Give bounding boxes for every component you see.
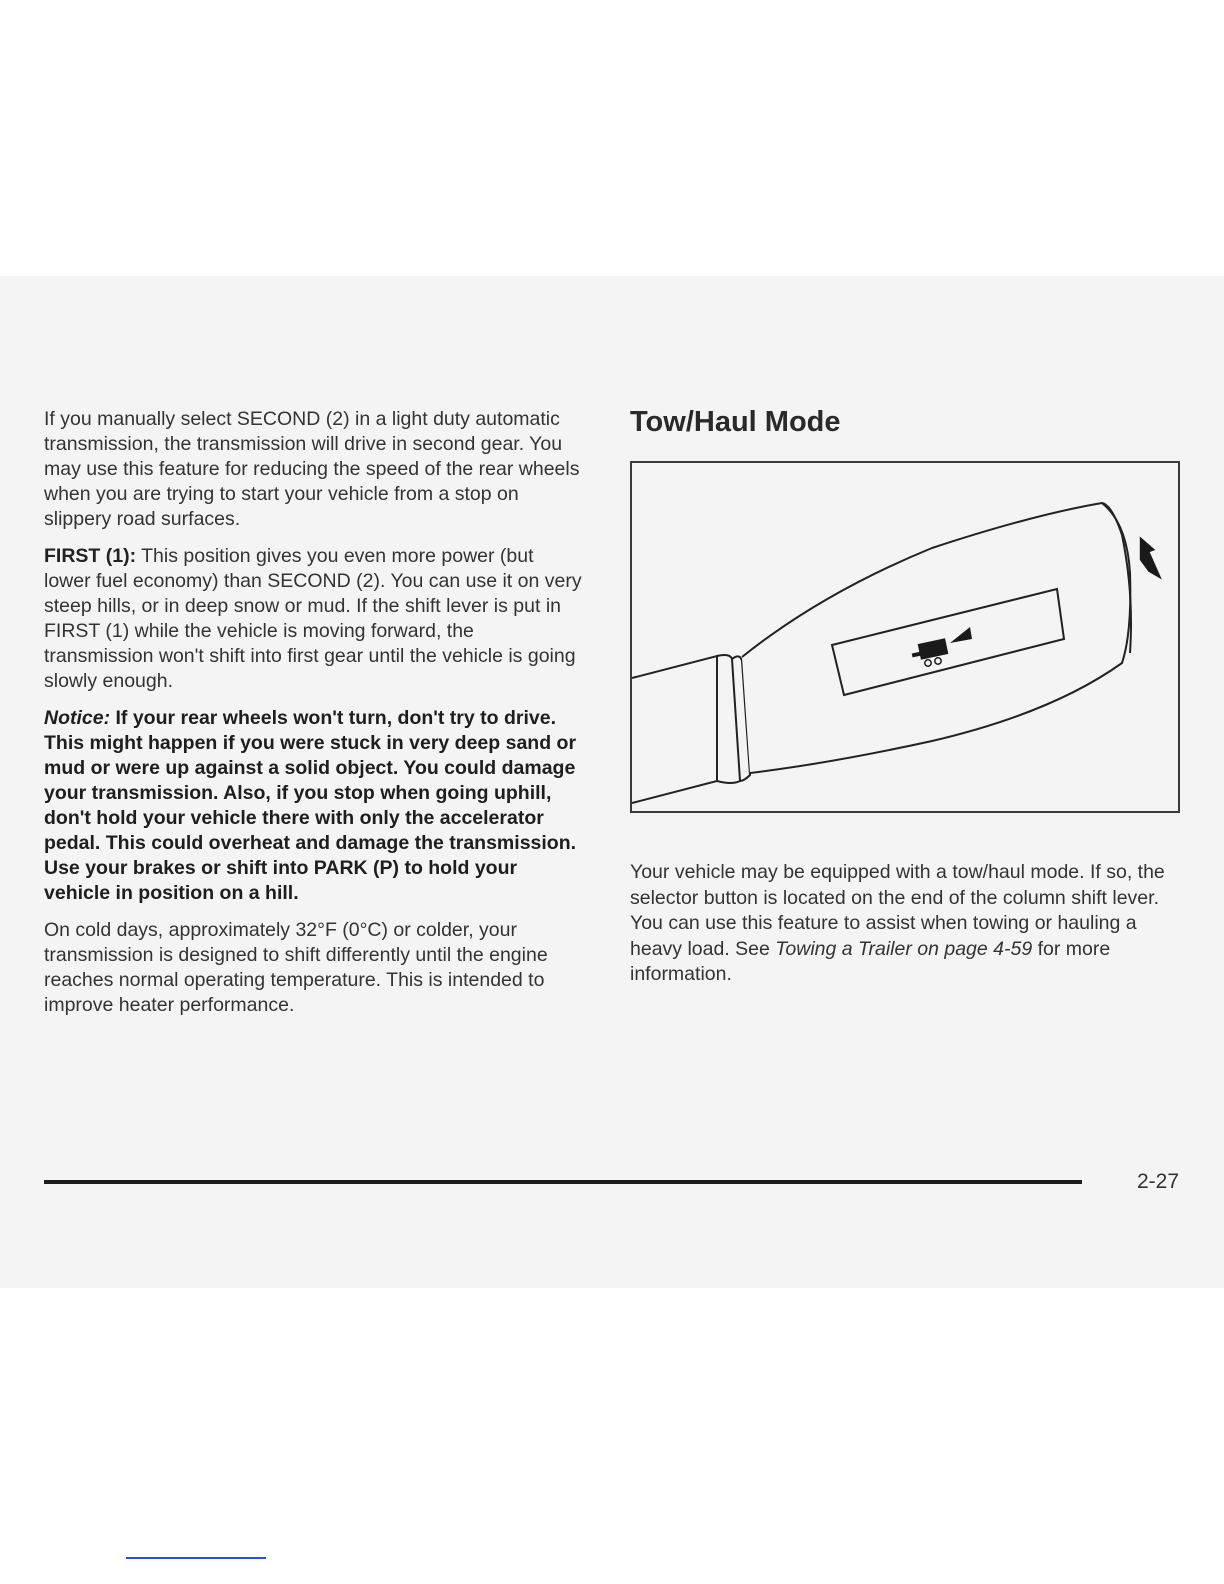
paragraph-first-gear (44, 544, 584, 694)
footer-rule (44, 1180, 1082, 1184)
right-column (630, 404, 1182, 985)
tow-haul-text-end: for more information. (630, 937, 1111, 985)
paragraph-cold-days: On cold days, approximately 32°F (0°C) or colder, your transmission is designed to shift differently until the engine reaches normal operating temperature. This is intended to improve heater performance. (44, 919, 548, 1016)
first-gear-label: FIRST (1): (44, 545, 137, 567)
first-gear-text: This position gives you even more power (but lower fuel economy) than SECOND (2). You can use it on very steep hills, or in deep snow or mud. If the shift lever is put in FIRST (1) while the vehicle is moving forward, the transmission won't shift into first gear until the vehicle is going slowly enough. (44, 545, 582, 692)
paragraph-second-gear: If you manually select SECOND (2) in a light duty automatic transmission, the transmission will drive in second gear. You may use this feature for reducing the speed of the rear wheels when you are trying to start your vehicle from a stop on slippery road surfaces. (44, 408, 580, 530)
shift-lever-drawing (632, 463, 1178, 811)
tow-haul-description (630, 860, 1182, 988)
page-link-underline[interactable] (126, 1557, 266, 1559)
tow-haul-text: Your vehicle may be equipped with a tow/haul mode. If so, the selector button is located on the end of the column shift lever. You can use this feature to assist when towing or hauling a heavy load. See (630, 861, 1165, 960)
notice-label: Notice: (44, 707, 111, 729)
towing-trailer-reference[interactable]: Towing a Trailer on page 4-59 (775, 937, 1033, 960)
notice-text: If your rear wheels won't turn, don't try to drive. This might happen if you were stuck in very deep sand or mud or were up against a solid object. You could damage your transmission. Also, if you stop when going uphill, don't hold your vehicle there with only the accelerator pedal. This could overheat and damage the transmission. Use your brakes or shift into PARK (P) to hold your vehicle in position on a hill. (44, 707, 577, 904)
arrow-icon (1132, 533, 1165, 584)
notice-block (44, 706, 584, 906)
left-column (44, 407, 584, 1030)
section-heading: Tow/Haul Mode (630, 406, 841, 438)
shift-lever-illustration (630, 461, 1180, 813)
page-number: 2-27 (1137, 1170, 1180, 1193)
